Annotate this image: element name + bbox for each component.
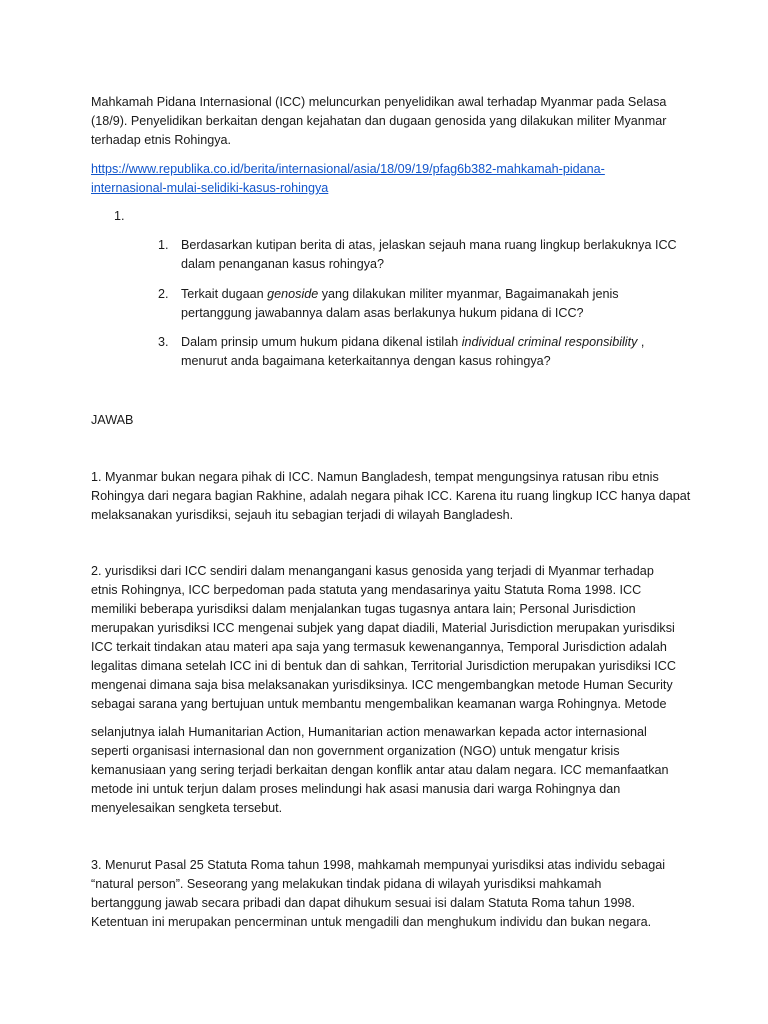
answer-2-continued-paragraph (91, 723, 681, 818)
answer-line: mengenai dimana saja bisa melaksanakan yurisdiksinya. ICC mengembangkan metode Human Security (91, 678, 673, 692)
question-line: pertanggung jawabannya dalam asas berlakunya hukum pidana di ICC? (181, 306, 584, 320)
intro-line: (18/9). Penyelidikan berkaitan dengan kejahatan dan dugaan genosida yang dilakukan militer Myanmar (91, 114, 667, 128)
answer-2-paragraph (91, 562, 681, 714)
intro-line: Mahkamah Pidana Internasional (ICC) meluncurkan penyelidikan awal terhadap Myanmar pada Selasa (91, 95, 667, 109)
question-text-segment: yang dilakukan militer myanmar, Bagaimanakah jenis (318, 287, 619, 301)
source-link-line[interactable]: https://www.republika.co.id/berita/internasional/asia/18/09/19/pfag6b382-mahkamah-pidana- (91, 162, 605, 176)
question-number: 2. (158, 287, 169, 301)
question-text-segment: Terkait dugaan (181, 287, 268, 301)
answer-line: memiliki beberapa yurisdiksi dalam menjalankan tugas tugasnya antara lain; Personal Jurisdiction (91, 602, 636, 616)
question-text-segment: , (637, 335, 645, 349)
answer-line: Rohingya dari negara bagian Rakhine, adalah negara pihak ICC. Karena itu ruang lingkup ICC hanya dapat (91, 489, 691, 503)
jawab-heading: JAWAB (91, 413, 134, 427)
question-line: dalam penanganan kasus rohingya? (181, 257, 385, 271)
answer-line: legalitas dimana setelah ICC ini di bentuk dan di sahkan, Territorial Jurisdiction merupakan yurisdiksi ICC (91, 659, 676, 673)
source-link-line[interactable]: internasional-mulai-selidiki-kasus-rohingya (91, 181, 329, 195)
answer-line: selanjutnya ialah Humanitarian Action, Humanitarian action menawarkan kepada actor internasional (91, 725, 647, 739)
question-line (181, 333, 701, 352)
answer-1-paragraph (91, 468, 691, 525)
answer-line: ICC terkait tindakan atau materi apa saja yang termasuk kewenangannya, Temporal Jurisdiction adalah (91, 640, 667, 654)
answer-line: menyelesaikan sengketa tersebut. (91, 801, 283, 815)
answer-line: merupakan yurisdiksi ICC mengenai subjek yang dapat diadili, Material Jurisdiction merupakan yurisdiksi (91, 621, 675, 635)
answer-line: “natural person”. Seseorang yang melakukan tindak pidana di wilayah yurisdiksi mahkamah (91, 877, 602, 891)
question-text (181, 236, 701, 274)
outer-list-number: 1. (114, 209, 125, 223)
question-text-segment: Dalam prinsip umum hukum pidana dikenal istilah (181, 335, 462, 349)
question-number: 3. (158, 335, 169, 349)
answer-3-paragraph (91, 856, 681, 932)
answer-line: sebagai sarana yang bertujuan untuk membantu mengembalikan keamanan warga Rohingnya. Metode (91, 697, 667, 711)
answer-line: metode ini untuk terjun dalam proses melindungi hak asasi manusia dari warga Rohingnya dan (91, 782, 621, 796)
answer-line: bertanggung jawab secara pribadi dan dapat dihukum sesuai isi dalam Statuta Roma tahun 1998. (91, 896, 635, 910)
intro-paragraph (91, 93, 681, 150)
answer-line: 2. yurisdiksi dari ICC sendiri dalam menangangani kasus genosida yang terjadi di Myanmar terhadap (91, 564, 654, 578)
question-line: menurut anda bagaimana keterkaitannya dengan kasus rohingya? (181, 354, 551, 368)
answer-line: 3. Menurut Pasal 25 Statuta Roma tahun 1998, mahkamah mempunyai yurisdiksi atas individu sebagai (91, 858, 666, 872)
intro-line: terhadap etnis Rohingya. (91, 133, 232, 147)
question-text (181, 285, 701, 323)
question-emphasis: genoside (267, 287, 319, 301)
answer-line: kemanusiaan yang sering terjadi berkaitan dengan konflik antar atau dalam negara. ICC memanfaatkan (91, 763, 669, 777)
question-emphasis: individual criminal responsibility (461, 335, 638, 349)
source-link[interactable] (91, 160, 681, 198)
question-number: 1. (158, 238, 169, 252)
answer-line: melaksanakan yurisdiksi, sejauh itu sebagian terjadi di wilayah Bangladesh. (91, 508, 514, 522)
answer-line: Ketentuan ini merupakan pencerminan untuk mengadili dan menghukum individu dan bukan negara. (91, 915, 652, 929)
answer-line: seperti organisasi internasional dan non government organization (NGO) untuk mengatur krisis (91, 744, 620, 758)
question-text (181, 333, 701, 371)
question-line (181, 285, 701, 304)
answer-line: etnis Rohingnya, ICC berpedoman pada statuta yang mendasarinya yaitu Statuta Roma 1998. ICC (91, 583, 642, 597)
question-line: Berdasarkan kutipan berita di atas, jelaskan sejauh mana ruang lingkup berlakuknya ICC (181, 238, 677, 252)
answer-line: 1. Myanmar bukan negara pihak di ICC. Namun Bangladesh, tempat mengungsinya ratusan ribu etnis (91, 470, 659, 484)
